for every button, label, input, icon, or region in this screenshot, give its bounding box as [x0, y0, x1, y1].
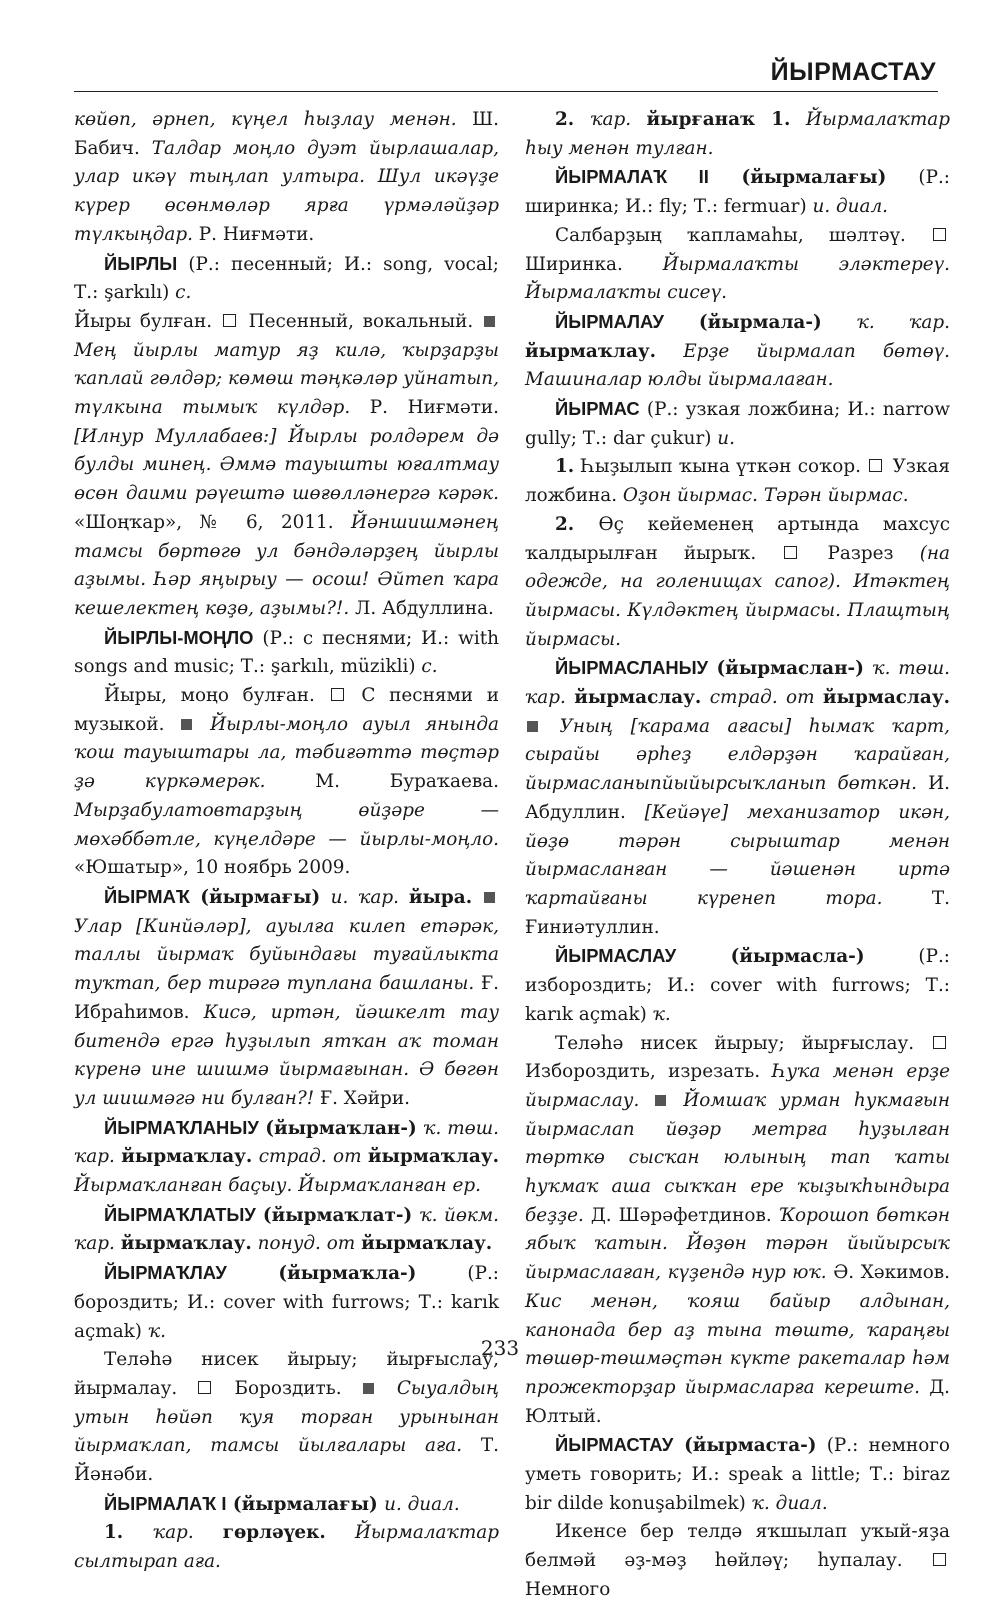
definition-text: Өҫ кейеменең артында махсус ҡалдырылған йырыҡ. [525, 513, 950, 564]
translation-square-icon [933, 228, 946, 241]
definition-text: Избороздить, изрезать. [525, 1061, 773, 1083]
grammar-form: (йырмаста-) [673, 1435, 817, 1457]
definition-text: Һыҙылып ҡына үткән соҡор. [581, 456, 868, 478]
translation-square-icon [223, 314, 236, 327]
grammar-label: с. [175, 282, 192, 304]
entry-paragraph [525, 222, 950, 308]
grammar-label: страд. от [252, 1146, 368, 1168]
definition-text: Песенный, вокальный. [239, 310, 482, 332]
example-text: Оҙон йырмас. Тәрән йырмас. [622, 485, 909, 507]
grammar-form: гөрләүек. [222, 1522, 326, 1544]
running-head: ЙЫРМАСТАУ [770, 58, 936, 86]
grammar-label: с. [421, 656, 438, 678]
grammar-form: (йырмаслан-) [708, 658, 873, 680]
example-text: Кис менән, ҡояш байыр алдынан, канонада бер аҙ тына төштө, ҡараңғы төшөр-төшмәҫтән күкте ракеталар һәм прожекторҙар йырмасларға кереште. [525, 1290, 950, 1398]
example-text: Сыуалдың утын һөйәп ҡуя торған урынынан йырмаҡлап, тамсы йылғалары аға. [74, 1377, 499, 1457]
example-text: Кисә, иртән, йәшкелт тау битендә ергә һуҙылып ятҡан аҡ томан күренә ине шишмә йырмағынан. Ә бөгөн ул шишмәгә ни булған?! [74, 1001, 500, 1109]
grammar-form: йырмаҡлау. [121, 1146, 253, 1168]
grammar-form: (йырмала-) [664, 311, 857, 333]
example-text: Ерҙе йырмалап бөтөү. Машиналар юлды йырмалаған. [525, 340, 950, 391]
definition-text: Салбарҙың ҡапламаһы, шәлтәү. [555, 224, 931, 246]
example-bullet-icon [363, 1383, 374, 1394]
headword: ЙЫРМАЛАҠ II [555, 166, 709, 188]
grammar-label: ҡ. [652, 1003, 671, 1025]
example-text: Ҡорошоп бөткән ябыҡ ҡатын. Йөҙөн тәрән йыйырсыҡ йырмаслаған, күҙендә нур юҡ. [525, 1204, 950, 1284]
example-text: Улар [Кинйәләр], ауылға килеп етәрәк, таллы йырмаҡ буйындағы туғайлыкта туҡтап, бер тирәгә туплана башланы. [74, 915, 499, 995]
headword: ЙЫРЛЫ-МОҢЛО [104, 626, 254, 648]
definition-text: Л. Абдуллина. [349, 597, 494, 619]
example-bullet-icon [484, 316, 495, 327]
grammar-label: и. диал. [812, 196, 889, 218]
translation-square-icon [331, 688, 344, 701]
grammar-form: йырғанаҡ 1. [646, 109, 791, 130]
definition-text: (Р.: немного уметь говорить; И.: speak a little; Т.: biraz bir dilde konuşabilmek) [525, 1435, 950, 1514]
grammar-label: понуд. от [251, 1233, 362, 1255]
definition-text: С песнями и музыкой. [74, 685, 499, 735]
dictionary-entry [525, 308, 950, 395]
example-text: Һуҡа менән ерҙе йырмаслау. [525, 1061, 950, 1111]
entry-paragraph [74, 1346, 499, 1490]
dictionary-entry [74, 250, 499, 308]
entry-paragraph [74, 308, 499, 624]
definition-text: Р. Ниғмәти. [192, 223, 315, 245]
grammar-label: ҡ. диал. [751, 1492, 828, 1514]
grammar-label: страд. от [701, 687, 823, 709]
dictionary-entry [74, 624, 499, 682]
grammar-label: ҡ. төш. ҡар. [525, 658, 950, 709]
right-column [525, 106, 950, 1605]
grammar-form: йыра. [408, 886, 473, 908]
entry-paragraph [74, 682, 499, 883]
definition-text: Д. Шәрәфетдинов. [583, 1204, 779, 1226]
translation-square-icon [933, 1036, 946, 1049]
translation-square-icon [869, 459, 882, 472]
translation-square-icon [198, 1381, 211, 1394]
definition-text: Теләһә нисек йырыу; йырғыслау, йырмалау. [74, 1349, 499, 1399]
grammar-form: йырмаслау. [822, 687, 950, 709]
example-text: (на одежде, на голенищах сапог). Итәктең йырмасы. Күлдәктең йырмасы. Плащтың йырмасы. [525, 542, 950, 650]
dictionary-entry [525, 395, 950, 453]
example-text: Йомшаҡ урман һукмағын йырмаслап йөҙәр метрға һуҙылған төрткө сысҡан юлының тап ҡаты һуҡмаҡ аша сыҡҡан ере ҡыҙыҡһындыра беҙҙе. [525, 1089, 950, 1226]
dictionary-entry [74, 1490, 499, 1520]
definition-text: Йыры, моңо булған. [104, 685, 329, 707]
grammar-form: йырмаҡлау. [525, 340, 657, 362]
headword: ЙЫРМАҠЛАТЫУ [104, 1203, 256, 1225]
dictionary-entry [74, 1201, 499, 1259]
definition-text: Ғ. Хәйри. [314, 1087, 410, 1109]
grammar-form: (йырмаҡла-) [226, 1263, 417, 1285]
grammar-form: 1. [104, 1522, 153, 1544]
example-text: [Кейәүе] механизатор икән, йөҙө тәрән сырыштар менән йырмасланған — йәшенән иртә ҡартайғаны күренеп тора. [525, 801, 951, 909]
definition-text: Ш. Бабич. [74, 109, 499, 159]
example-text: [Илнур Муллабаев:] Йырлы ролдәрем дә булды минең. Әммә тауышты юғалтмау өсөн даими рәүештә шөғөлләнергә кәрәк. [74, 425, 499, 505]
grammar-form: йырмаҡлау. [367, 1146, 499, 1168]
definition-text: (Р.: избороздить; И.: cover with furrows; Т.: karık açmak) [525, 946, 950, 1025]
headword: ЙЫРМАЛАҠ І [104, 1492, 227, 1514]
definition-text: Ширинка. [525, 253, 663, 275]
definition-text: Йыры булған. [74, 310, 221, 332]
grammar-form: 2. [555, 513, 599, 535]
definition-text: Ә. Хәкимов. [826, 1262, 950, 1284]
grammar-form: (йырмаҡлан-) [258, 1117, 424, 1139]
example-text: Йырмаҡланған баҫыу. Йырмаҡланған ер. [74, 1175, 481, 1197]
definition-text: Т. Ғиниәтуллин. [525, 887, 950, 938]
example-text: көйөп, әрнеп, күңел һыҙлау менән. [74, 109, 457, 130]
example-text: Йырмалаҡты эләктереү. Йырмалаҡты сисеү. [525, 253, 950, 304]
definition-text [472, 887, 482, 908]
example-bullet-icon [484, 892, 495, 903]
dictionary-entry [525, 163, 950, 221]
example-text: Мең йырлы матур яҙ килә, ҡырҙарҙы ҡаплай гөлдәр; көмөш тәңкәләр уйнатып, түлкына тымыҡ күлдәр. [74, 339, 499, 419]
entry-paragraph [525, 453, 950, 510]
entry-paragraph [525, 1030, 950, 1432]
definition-text: (Р.: песенный; И.: song, vocal; Т.: şarkılı) [74, 253, 499, 304]
definition-text: Бороздить. [215, 1377, 361, 1399]
dictionary-entry [525, 942, 950, 1029]
definition-text: И. Абдуллин. [525, 773, 950, 823]
definition-text: Разрез [801, 542, 920, 564]
example-text: Йырлы-моңло ауыл янында ҡош тауыштары ла, тәбиғәттә төҫтәр ҙә күркәмерәк. [74, 713, 499, 793]
grammar-form: йырмаслау. [574, 687, 702, 709]
grammar-label: ҡар. [590, 109, 647, 130]
example-bullet-icon [181, 719, 192, 730]
headword: ЙЫРЛЫ [104, 252, 178, 274]
grammar-form: (йырмалағы) [226, 1493, 385, 1515]
grammar-form: 2. [555, 109, 591, 130]
example-text: Йәншишмәнең тамсы бөртөгө ул бәндәләрҙең йырлы аҙымы. Һәр яңырыу — осош! Әйтеп ҡара кешелектең көҙө, аҙымы?!. [74, 511, 499, 619]
example-text: Талдар моңло дуэт йырлашалар, улар икәү тыңлап ултыра. Шул икәүҙе күрер өсөнмөләр ярға үрмәләйҙәр түлкыңдар. [74, 137, 499, 245]
translation-square-icon [784, 546, 797, 559]
headword: ЙЫРМАСЛАУ [555, 945, 677, 967]
dictionary-entry [74, 883, 499, 1114]
translation-square-icon [933, 1553, 946, 1566]
grammar-form: (йырмасла-) [676, 946, 865, 968]
example-bullet-icon [655, 1095, 666, 1106]
headword: ЙЫРМАСЛАНЫУ [555, 657, 709, 679]
definition-text [639, 1090, 652, 1111]
definition-text: Ғ. Ибраһимов. [74, 973, 499, 1023]
dictionary-entry [74, 1114, 499, 1201]
example-text: Йырмалаҡтар һыу менән тулған. [525, 109, 950, 159]
definition-text: (Р.: с песнями; И.: with songs and music; Т.: şarkılı, müzikli) [74, 627, 499, 678]
definition-text: «Юшатыр», 10 ноябрь 2009. [74, 857, 351, 879]
definition-text: (Р.: бороздить; И.: cover with furrows; Т.: karık açmak) [74, 1263, 499, 1342]
grammar-form: (йырмалағы) [708, 167, 887, 189]
grammar-form: (йырмаҡлат-) [255, 1204, 420, 1226]
grammar-label: ҡ. төш. ҡар. [74, 1117, 499, 1168]
definition-text: Теләһә нисек йырыу; йырғыслау. [555, 1032, 931, 1054]
example-text: Йырмалаҡтар сылтырап аға. [74, 1522, 499, 1573]
entry-paragraph [74, 106, 499, 250]
example-text: Уның [ҡарама ағасы] һымаҡ ҡарт, сырайы әрһеҙ елдәрҙән ҡарайған, йырмасланыпйыйырсыҡланып бөткән. [525, 715, 950, 795]
definition-text: Р. Ниғмәти. [350, 397, 499, 419]
example-bullet-icon [527, 721, 538, 732]
grammar-form: (йырмағы) [189, 886, 331, 908]
grammar-label: и. ҡар. [330, 886, 409, 908]
definition-text: Т. Йәнәби. [74, 1435, 499, 1486]
headword: ЙЫРМАС [555, 398, 640, 420]
headword: ЙЫРМАҠ [104, 885, 190, 907]
definition-text: (Р.: ширинка; И.: fly; Т.: fermuar) [525, 167, 950, 218]
grammar-label: ҡ. йөкм. ҡар. [74, 1204, 499, 1255]
grammar-label: ҡар. [152, 1522, 223, 1544]
grammar-form: 1. [555, 456, 582, 478]
definition-text: Узкая ложбина. [525, 456, 950, 507]
example-text: Мырҙабулатовтарҙың өйҙәре — мөхәббәтле, күңелдәре — йырлы-моңло. [74, 799, 499, 850]
definition-text: Немного [525, 1578, 611, 1600]
definition-text: «Шоңҡар», № 6, 2011. [74, 511, 352, 533]
grammar-form: йырмаҡлау. [361, 1233, 493, 1255]
dictionary-entry [525, 1431, 950, 1518]
headword: ЙЫРМАҠЛАНЫУ [104, 1116, 259, 1138]
headword: ЙЫРМАҠЛАУ [104, 1262, 227, 1284]
header-rule [74, 91, 938, 92]
grammar-label: и. [717, 427, 735, 449]
grammar-form: йырмаҡлау. [120, 1233, 252, 1255]
dictionary-entry [525, 654, 950, 942]
page-number: 233 [480, 1336, 520, 1360]
headword: ЙЫРМАСТАУ [555, 1434, 674, 1456]
entry-paragraph [525, 106, 950, 163]
definition-text: (Р.: узкая ложбина; И.: narrow gully; Т.: dar çukur) [525, 399, 950, 449]
entry-paragraph [525, 511, 950, 655]
grammar-label: ҡ. ҡар. [856, 311, 950, 333]
entry-paragraph [74, 1519, 499, 1576]
dictionary-entry [74, 1259, 499, 1346]
definition-text: Икенсе бер телдә яҡшылап уҡый-яҙа белмәй әҙ-мәҙ һөйләү; һупалау. [525, 1521, 950, 1572]
grammar-label: ҡ. [147, 1320, 166, 1342]
definition-text: Д. Юлтый. [525, 1376, 950, 1427]
headword: ЙЫРМАЛАУ [555, 310, 664, 332]
grammar-label: и. диал. [384, 1493, 460, 1515]
definition-text: М. Бураҡаева. [265, 771, 499, 793]
entry-paragraph [525, 1518, 950, 1604]
